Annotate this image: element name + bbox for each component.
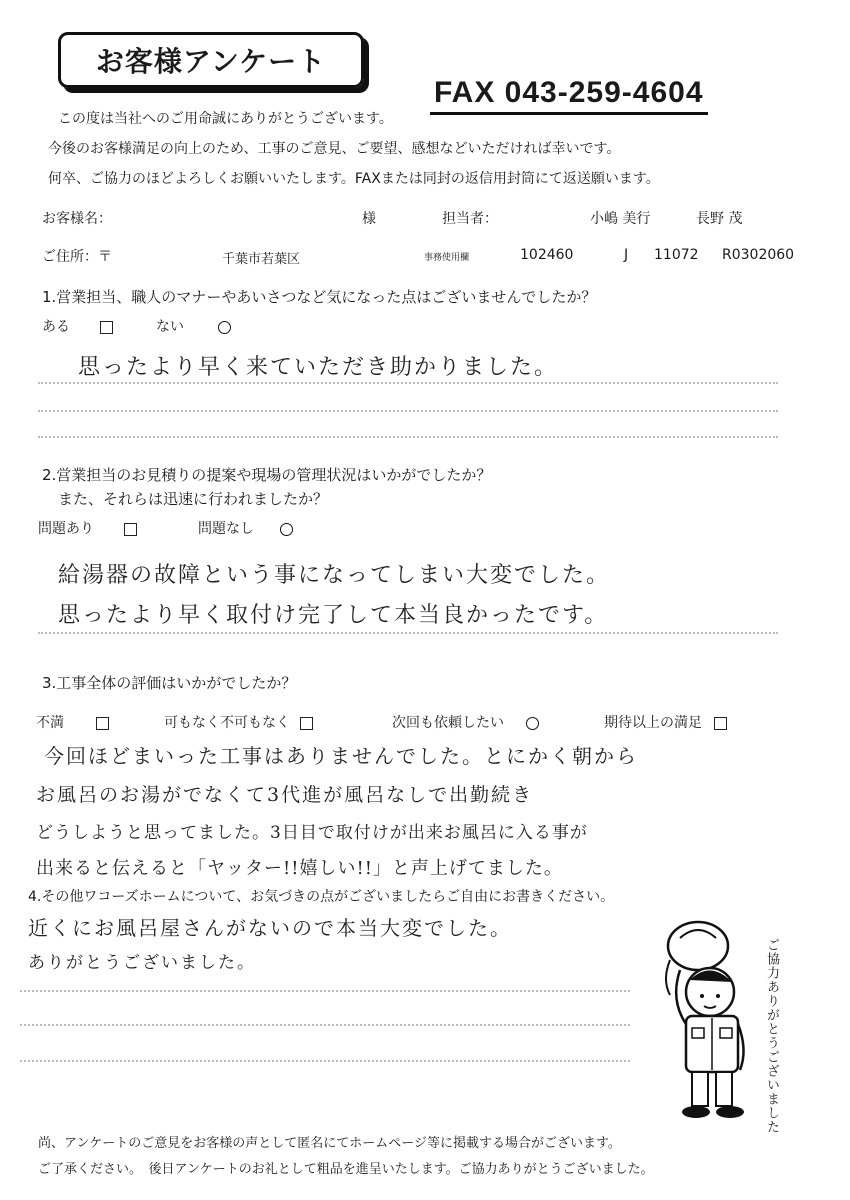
office-code-4: R0302060 (722, 247, 795, 263)
q3-neutral-checkbox[interactable] (300, 717, 313, 730)
q3-option-again[interactable] (392, 712, 539, 732)
q1-question: 1.営業担当、職人のマナーやあいさつなど気になった点はございませんでしたか？ (42, 288, 597, 306)
q4-question: 4.その他ワコーズホームについて、お気づきの点がございましたらご自由にお書きください。 (28, 889, 615, 905)
answer-line (20, 1060, 630, 1062)
q1-option-no[interactable] (156, 316, 231, 336)
office-code-2: J (624, 247, 629, 263)
q3-dissatisfied-checkbox[interactable] (96, 717, 109, 730)
page-title: お客様アンケート (58, 32, 364, 88)
answer-line (38, 436, 778, 438)
q3-option-dissatisfied[interactable] (36, 712, 109, 732)
q2-question-line-2: また、それらは迅速に行われましたか？ (58, 490, 329, 508)
q1-option-yes[interactable] (42, 316, 113, 336)
q2-option-problem-label: 問題あり (38, 521, 94, 537)
customer-name-label: お客様名： (42, 211, 112, 227)
q3-answer-line-3: どうしようと思ってました。3日目で取付けが出来お風呂に入る事が (36, 823, 588, 843)
q2-option-no-problem[interactable] (198, 518, 293, 538)
intro-line-1: この度は当社へのご用命誠にありがとうございます。 (58, 111, 393, 127)
q3-option-exceeded-label: 期待以上の満足 (604, 715, 702, 731)
q4-answer-line-2: ありがとうございました。 (28, 953, 256, 973)
office-code-3: 11072 (654, 247, 699, 263)
office-code-1: 102460 (520, 247, 574, 263)
q2-question: 2.営業担当のお見積りの提案や現場の管理状況はいかがでしたか？ (42, 466, 492, 484)
answer-line (38, 382, 778, 384)
q4-answer-line-1: 近くにお風呂屋さんがないので本当大変でした。 (28, 916, 512, 940)
q3-option-neutral[interactable] (164, 712, 313, 732)
q3-answer-line-1: 今回ほどまいった工事はありませんでした。とにかく朝から (44, 744, 638, 768)
footer-line-2: ご了承ください。 後日アンケートのお礼として粗品を進呈いたします。ご協力ありがとうございました。 (38, 1162, 654, 1177)
q3-option-exceeded[interactable] (604, 712, 727, 732)
q2-option-no-problem-label: 問題なし (198, 521, 254, 537)
q2-no-problem-checkbox-circled[interactable] (280, 523, 293, 536)
staff-label: 担当者： (442, 211, 498, 227)
staff-name-2: 長野 茂 (696, 211, 743, 227)
thanks-vertical-text: ご協力ありがとうございました (764, 938, 779, 1134)
q2-answer-line-1: 給湯器の故障という事になってしまい大変でした。 (58, 563, 611, 588)
intro-line-2: 今後のお客様満足の向上のため、工事のご意見、ご要望、感想などいただければ幸いです。 (48, 141, 621, 157)
q1-no-checkbox-circled[interactable] (218, 321, 231, 334)
staff-name-1: 小嶋 美行 (590, 211, 651, 227)
q3-question: 3.工事全体の評価はいかがでしたか？ (42, 674, 297, 692)
honorific: 様 (362, 211, 376, 227)
answer-line (38, 410, 778, 412)
q1-yes-checkbox[interactable] (100, 321, 113, 334)
q1-option-yes-label: ある (42, 319, 70, 335)
q1-answer: 思ったより早く来ていただき助かりました。 (78, 355, 559, 380)
q3-answer-line-4: 出来ると伝えると「ヤッター!!嬉しい!!」と声上げてました。 (36, 858, 563, 879)
q3-option-dissatisfied-label: 不満 (36, 715, 64, 731)
q1-option-no-label: ない (156, 319, 184, 335)
answer-line (38, 632, 778, 634)
q3-answer-line-2: お風呂のお湯がでなくて3代進が風呂なしで出勤続き (36, 784, 534, 806)
intro-line-3: 何卒、ご協力のほどよろしくお願いいたします。FAXまたは同封の返信用封筒にて返送願います。 (48, 171, 660, 187)
q3-again-checkbox-circled[interactable] (526, 717, 539, 730)
worker-mascot-illustration (640, 920, 770, 1130)
answer-line (20, 990, 630, 992)
q2-option-problem[interactable] (38, 518, 137, 538)
q3-option-neutral-label: 可もなく不可もなく (164, 715, 290, 731)
q2-answer-line-2: 思ったより早く取付け完了して本当良かったです。 (58, 603, 609, 628)
q2-problem-checkbox[interactable] (124, 523, 137, 536)
q3-option-again-label: 次回も依頼したい (392, 715, 504, 731)
answer-line (20, 1024, 630, 1026)
q3-exceeded-checkbox[interactable] (714, 717, 727, 730)
office-use-label: 事務使用欄 (424, 253, 470, 263)
fax-number: FAX 043-259-4604 (430, 76, 708, 115)
footer-line-1: 尚、アンケートのご意見をお客様の声として匿名にてホームページ等に掲載する場合がございます。 (38, 1136, 621, 1151)
address-label: ご住所：〒 (42, 249, 112, 265)
address-value: 千葉市若葉区 (222, 252, 301, 267)
